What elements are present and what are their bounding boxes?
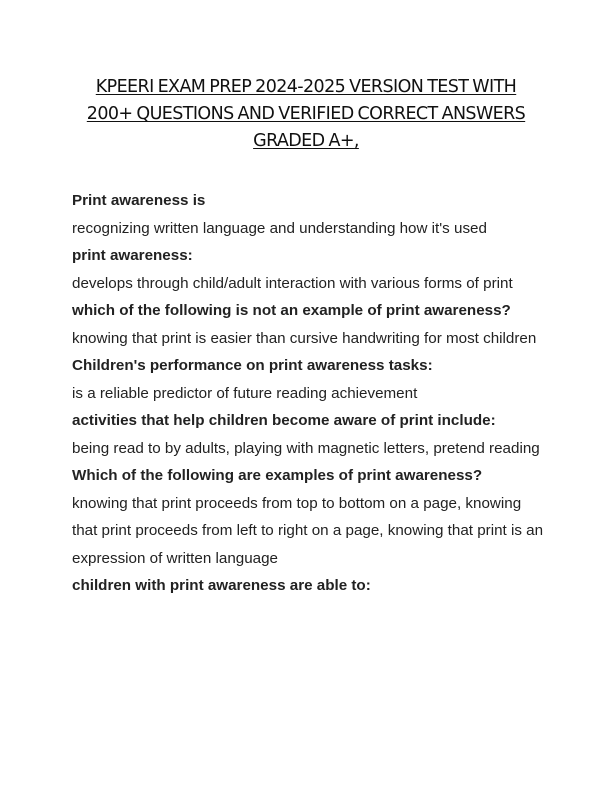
- answer-text: knowing that print proceeds from top to bottom on a page, knowing that print proceeds from left to right on a page, knowing that print is an expression of written language: [72, 494, 544, 567]
- qa-item: [72, 187, 546, 242]
- question-text: children with print awareness are able to:: [72, 577, 371, 594]
- question-text: Which of the following are examples of print awareness?: [72, 467, 483, 484]
- answer-text: being read to by adults, playing with magnetic letters, pretend reading: [72, 439, 540, 457]
- title-line-2: 200+ QUESTIONS AND VERIFIED CORRECT ANSWERS: [86, 104, 526, 124]
- answer-text: knowing that print is easier than cursive handwriting for most children: [72, 329, 537, 347]
- qa-item: [72, 407, 546, 462]
- qa-item: [72, 297, 546, 352]
- qa-item: [72, 242, 546, 297]
- qa-item: [72, 352, 546, 407]
- question-text: activities that help children become aware of print include:: [72, 412, 496, 429]
- qa-list: [72, 187, 546, 600]
- qa-item: [72, 572, 546, 600]
- answer-text: is a reliable predictor of future reading achievement: [72, 384, 418, 402]
- question-text: which of the following is not an example of print awareness?: [72, 302, 511, 319]
- question-text: Children's performance on print awareness tasks:: [72, 357, 433, 374]
- answer-text: develops through child/adult interaction with various forms of print: [72, 274, 513, 292]
- title-line-3: GRADED A+,: [253, 131, 359, 151]
- qa-item: [72, 462, 546, 572]
- title-line-1: KPEERI EXAM PREP 2024-2025 VERSION TEST WITH: [95, 77, 517, 97]
- question-text: Print awareness is: [72, 192, 206, 209]
- document-title: [72, 74, 546, 155]
- question-text: print awareness:: [72, 247, 193, 264]
- answer-text: recognizing written language and understanding how it's used: [72, 219, 487, 237]
